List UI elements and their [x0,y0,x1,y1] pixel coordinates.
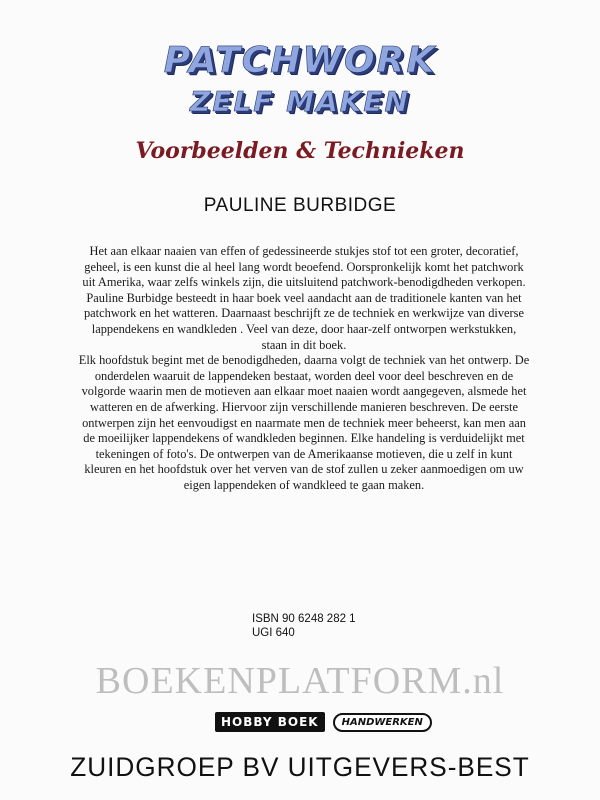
handwerken-logo: HANDWERKEN [333,713,432,732]
description-paragraph: Elk hoofdstuk begint met de benodigdheden, daarna volgt de techniek van het ontwerp. De onderdelen waaruit de lappendeken bestaat, worden deel voor deel beschreven en de volgorde waarin men de motieven aan elkaar moet naaien wordt aangegeven, alsmede het watteren en de afwerking. Hiervoor zijn verschillende manieren beschreven. De eerste ontwerpen zijn het eenvoudigst en naarmate men de techniek meer beheerst, kan men aan de moeilijker lappendekens of wandkleden beginnen. Elke handeling is verduidelijkt met tekeningen of foto's. De ontwerpen van de Amerikaanse motieven, die u zelf in kunt kleuren en het hoofdstuk over het verven van de stof zullen u zeker aanmoedigen om uw eigen lappendeken of wandkleed te gaan maken. [78,353,530,492]
hobby-boek-logo: HOBBY BOEK [215,712,325,732]
description-text [78,244,530,494]
book-title-line2: ZELF MAKEN [190,85,410,118]
book-title: PATCHWORK [163,40,437,81]
isbn-block [252,612,356,640]
book-subtitle: Voorbeelden & Technieken [135,138,465,164]
author-name: PAULINE BURBIDGE [203,195,397,216]
series-logos [215,712,432,732]
description-paragraph: Het aan elkaar naaien van effen of gedessineerde stukjes stof tot een groter, decoratief, geheel, is een kunst die al heel lang wordt beoefend. Oorspronkelijk komt het patchwork uit Amerika, waar zelfs winkels zijn, die uitsluitend patchwork-benodigdheden verkopen. [82,244,526,290]
watermark: BOEKENPLATFORM.nl [95,660,505,702]
publisher-name: ZUIDGROEP BV UITGEVERS-BEST [70,752,530,782]
ugi-code: UGI 640 [252,627,295,639]
description-paragraph: Pauline Burbidge besteedt in haar boek veel aandacht aan de traditionele kanten van het patchwork en het watteren. Daarnaast beschrijft ze de techniek en werkwijze van diverse lappendekens en wandkleden . Veel van deze, door haar-zelf ontworpen werkstukken, staan in dit boek. [83,290,524,352]
isbn-number: ISBN 90 6248 282 1 [252,613,356,625]
